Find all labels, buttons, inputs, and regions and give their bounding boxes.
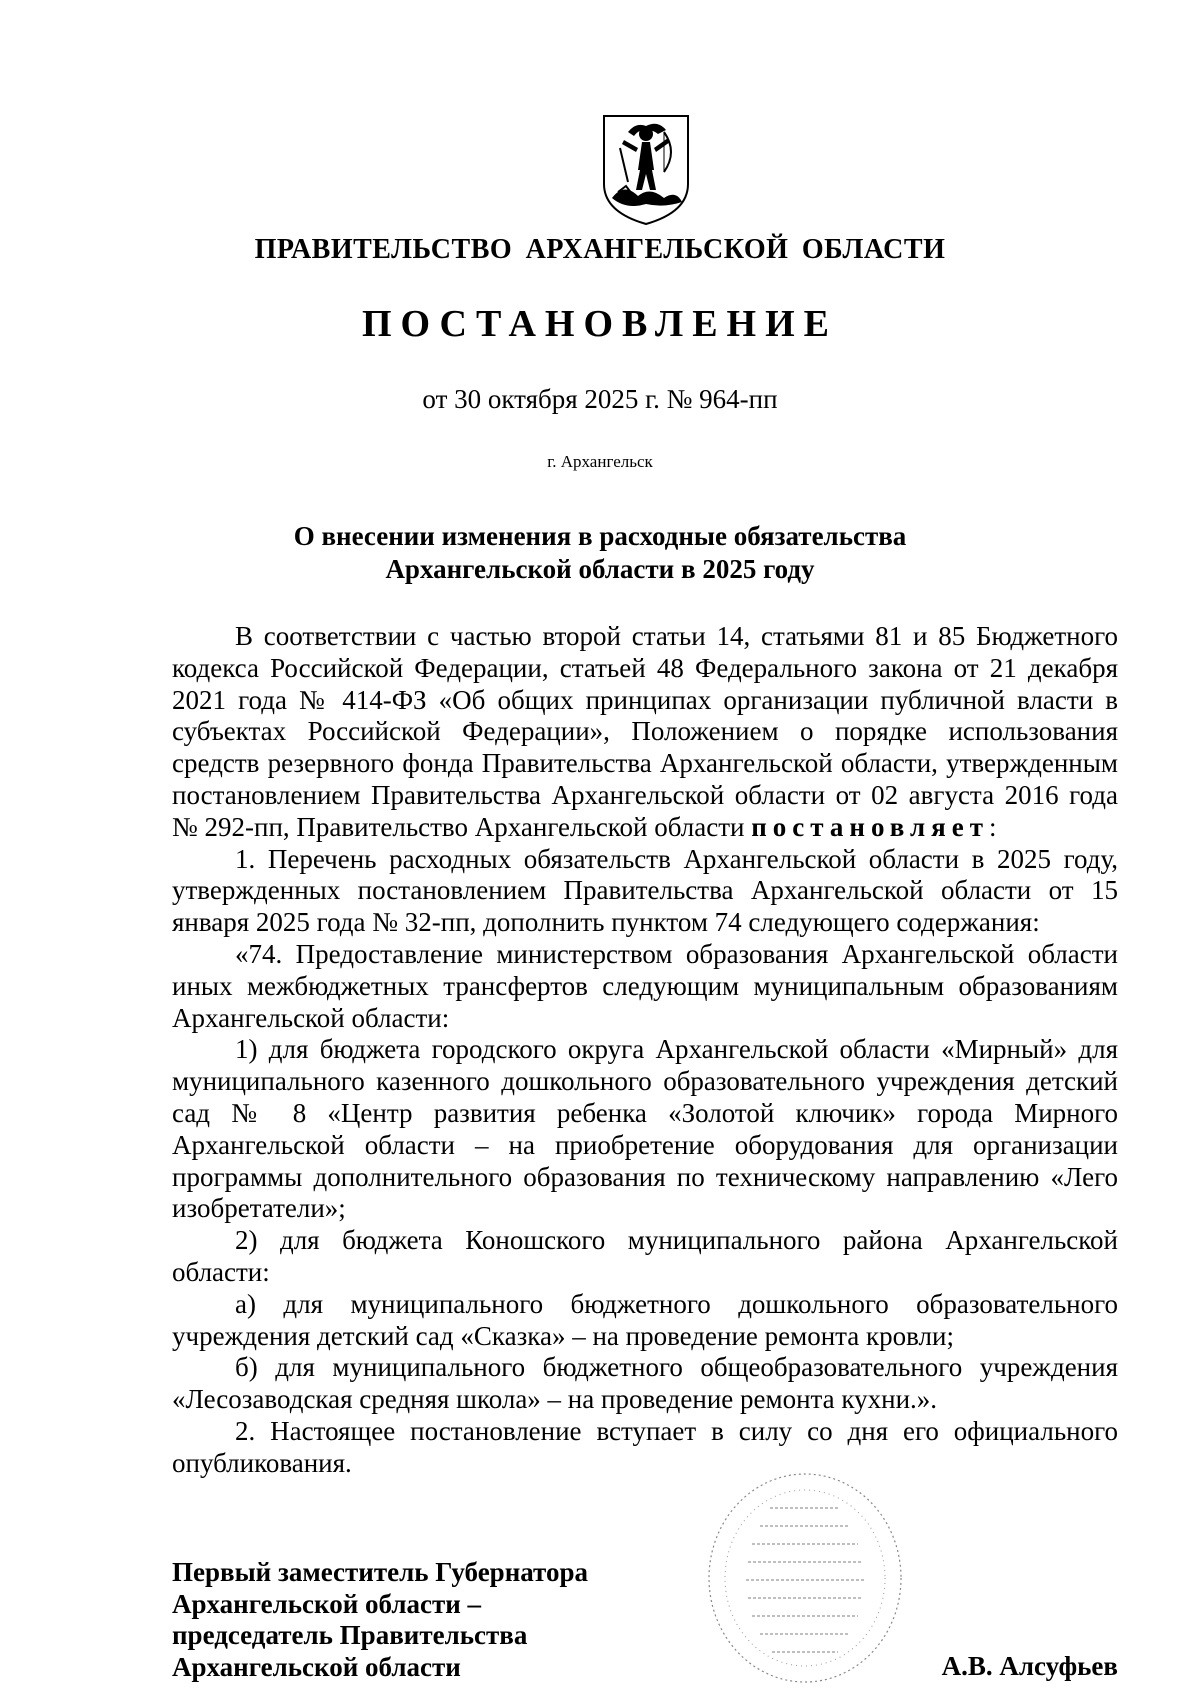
subject-line-2: Архангельской области в 2025 году xyxy=(385,554,815,584)
subitem-2-paragraph: 2) для бюджета Коношского муниципального района Архангельской области: xyxy=(172,1225,1118,1287)
subitem-2b-paragraph: б) для муниципального бюджетного общеобразовательного учреждения «Лесозаводская средняя школа» – на проведение ремонта кухни.». xyxy=(172,1352,1118,1415)
official-seal-icon xyxy=(700,1468,910,1688)
preamble-text: В соответствии с частью второй статьи 14, статьями 81 и 85 Бюджетного кодекса Российской Федерации, статьей 48 Федерального закона от 21 декабря 2021 года № 414-ФЗ «Об общих принципах организации публичной власти в субъектах Российской Федерации», Положением о порядке использования средств резервного фонда Правительства Архангельской области, утвержденным постановлением Правительства Архангельской области от 02 августа 2016 года № 292-пп, Правительство Архангельской области xyxy=(172,621,1118,842)
document-type: ПОСТАНОВЛЕНИЕ xyxy=(361,303,839,345)
signer-name: А.В. Алсуфьев xyxy=(941,1651,1118,1681)
decree-word: постановляет xyxy=(751,811,989,842)
signer-title-line-4: Архангельской области xyxy=(172,1651,461,1682)
document-body xyxy=(172,621,1118,1480)
signer-title xyxy=(172,1557,588,1683)
item-2-paragraph: 2. Настоящее постановление вступает в силу со дня его официального опубликования. xyxy=(172,1415,1118,1478)
decree-colon: : xyxy=(989,811,997,842)
document-date-number: от 30 октября 2025 г. № 964-пп xyxy=(422,384,778,414)
subject-line-1: О внесении изменения в расходные обязательства xyxy=(293,521,907,551)
document-city: г. Архангельск xyxy=(547,452,653,471)
subitem-2a-paragraph: а) для муниципального бюджетного дошкольного образовательного учреждения детский сад «Сказка» – на проведение ремонта кровли; xyxy=(172,1288,1118,1351)
signer-title-line-2: Архангельской области – xyxy=(172,1588,482,1619)
document-subject xyxy=(0,520,1200,586)
subitem-1-paragraph: 1) для бюджета городского округа Архангельской области «Мирный» для муниципального казенного дошкольного образовательного учреждения детский сад № 8 «Центр развития ребенка «Золотой ключик» города Мирного Архангельской области – на приобретение оборудования для организации программы дополнительного образования по техническому направлению «Лего изобретатели»; xyxy=(172,1034,1118,1224)
item-1-paragraph: 1. Перечень расходных обязательств Архангельской области в 2025 году, утвержденных постановлением Правительства Архангельской области от 15 января 2025 года № 32-пп, дополнить пунктом 74 следующего содержания: xyxy=(172,843,1118,938)
item-74-paragraph: «74. Предоставление министерством образования Архангельской области иных межбюджетных трансфертов следующим муниципальным образованиям Архангельской области: xyxy=(172,938,1118,1033)
preamble-paragraph xyxy=(172,621,1118,844)
government-title: ПРАВИТЕЛЬСТВО АРХАНГЕЛЬСКОЙ ОБЛАСТИ xyxy=(254,234,946,265)
signer-title-line-1: Первый заместитель Губернатора xyxy=(172,1557,588,1587)
signer-title-line-3: председатель Правительства xyxy=(172,1620,528,1650)
coat-of-arms-icon xyxy=(598,112,694,228)
